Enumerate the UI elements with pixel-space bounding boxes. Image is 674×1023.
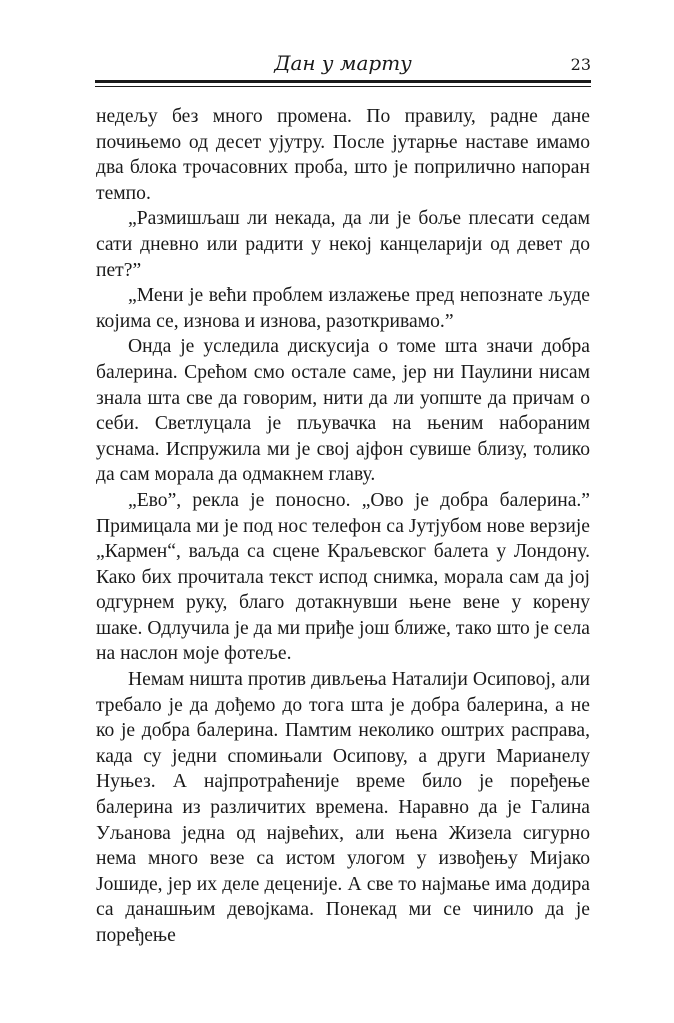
paragraph: „Ево”, рекла је поносно. „Ово је добра балерина.” Примицала ми је под нос телефон са Јутјубом нове верзије „Кармен“, ваљда са сцене Краљевског балета у Лондону. Како бих прочитала текст испод снимка, морала сам да јој одгурнем руку, благо дотакнувши њене вене у корену шаке. Одлучила је да ми приђе још ближе, тако што је села на наслон моје фотеље. [96, 489, 590, 665]
page-number: 23 [570, 55, 591, 74]
header-rule-thick [95, 80, 591, 83]
paragraph: Немам ништа против дивљења Наталији Осиповој, али требало је да дођемо до тога шта је добра балерина, а не ко је добра балерина. Памтим неколико оштрих расправа, када су једни спомињали Осипову, а други Марианелу Нуњез. А најпротраћеније време било је поређење балерина из различитих времена. Наравно да је Галина Уљанова једна од највећих, али њена Жизела сигурно нема много везе са истом улогом у извођењу Мијако Јошиде, јер их деле деценије. А све то најмање има додира са данашњим девојкама. Понекад ми се чинило да је поређење [96, 669, 590, 946]
paragraph: недељу без много промена. По правилу, радне дане почињемо од десет ујутру. После јутарње наставе имамо два блока трочасовних проба, што је поприлично напоран темпо. [96, 106, 590, 204]
running-title: Дан у марту [274, 51, 412, 75]
body-text [96, 104, 590, 949]
paragraph: Онда је уследила дискусија о томе шта значи добра балерина. Срећом смо остале саме, јер ни Паулини нисам знала шта све да говорим, нити да ли уопште да причам о себи. Светлуцала је пљувачка на њеним набораним уснама. Испружила ми је свој ајфон сувише близу, толико да сам морала да одмакнем главу. [96, 336, 590, 486]
paragraph: „Размишљаш ли некада, да ли је боље плесати седам сати дневно или радити у некој канцеларији од девет до пет?” [96, 208, 590, 281]
paragraph: „Мени је већи проблем излажење пред непознате људе којима се, изнова и изнова, разоткривамо.” [96, 285, 590, 332]
running-header [95, 50, 591, 80]
header-rule-thin [95, 86, 591, 87]
